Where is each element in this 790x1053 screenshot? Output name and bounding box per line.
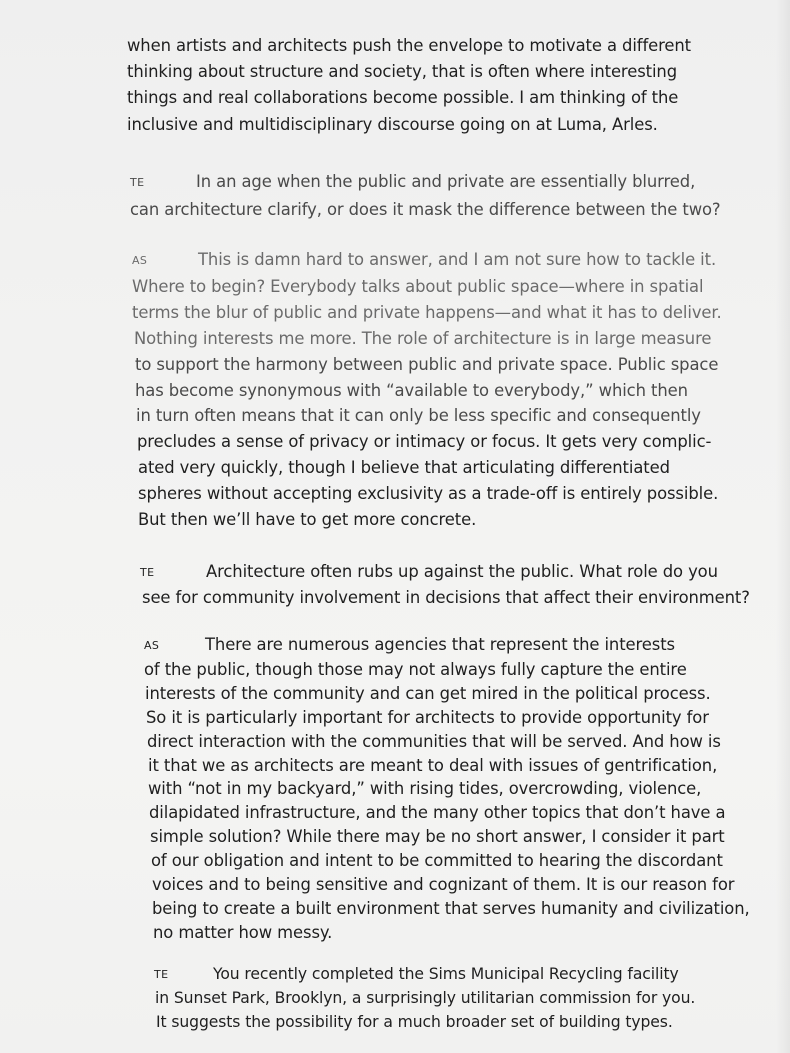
speaker-label: TE: [154, 968, 169, 981]
text-line: of the public, though those may not always fully capture the entire: [144, 659, 687, 679]
page-edge-shadow: [776, 0, 790, 1053]
text-line: simple solution? While there may be no short answer, I consider it part: [150, 827, 725, 847]
text-line: to support the harmony between public and private space. Public space: [135, 354, 719, 374]
text-line: of our obligation and intent to be committed to hearing the discordant: [151, 851, 723, 871]
text-line: Where to begin? Everybody talks about public space—where in spatial: [132, 276, 704, 296]
text-line: see for community involvement in decisions that affect their environment?: [142, 587, 750, 607]
text-line: it that we as architects are meant to deal with issues of gentrification,: [148, 755, 718, 775]
paragraph-question: [154, 963, 774, 1034]
text-line: thinking about structure and society, that is often where interesting: [127, 62, 678, 82]
text-line: has become synonymous with “available to everybody,” which then: [135, 380, 688, 400]
text-line: Nothing interests me more. The role of architecture is in large measure: [134, 328, 712, 348]
text-line: ated very quickly, though I believe that articulating differentiated: [138, 458, 670, 478]
text-line: AS There are numerous agencies that represent the interests: [144, 633, 764, 658]
speaker-label: TE: [140, 566, 155, 579]
text-line: can architecture clarify, or does it mask the difference between the two?: [130, 200, 721, 219]
text-line: AS This is damn hard to answer, and I am not sure how to tackle it.: [132, 247, 752, 274]
text-line: TE You recently completed the Sims Municipal Recycling facility: [154, 963, 774, 987]
text-line: direct interaction with the communities that will be served. And how is: [147, 731, 721, 751]
text-line: interests of the community and can get mired in the political process.: [145, 683, 711, 703]
speaker-label: TE: [130, 176, 145, 189]
text-line: dilapidated infrastructure, and the many other topics that don’t have a: [149, 803, 726, 823]
text-line: But then we’ll have to get more concrete.: [138, 510, 477, 530]
paragraph-question: [140, 560, 760, 610]
text-line: spheres without accepting exclusivity as a trade-off is entirely possible.: [138, 484, 719, 504]
paragraph-answer: [132, 247, 752, 533]
paragraph-answer: [144, 633, 764, 945]
text-line: in Sunset Park, Brooklyn, a surprisingly utilitarian commission for you.: [155, 988, 696, 1007]
text-line: with “not in my backyard,” with rising tides, overcrowding, violence,: [148, 779, 702, 799]
speaker-label: AS: [144, 639, 160, 652]
text-line: voices and to being sensitive and cognizant of them. It is our reason for: [152, 875, 735, 895]
text-line: It suggests the possibility for a much broader set of building types.: [156, 1012, 673, 1031]
text-line: when artists and architects push the envelope to motivate a different: [127, 36, 691, 55]
text-line: no matter how messy.: [153, 922, 333, 942]
text-line: terms the blur of public and private happens—and what it has to deliver.: [132, 302, 722, 322]
paragraph-question: [130, 168, 750, 223]
text-line: in turn often means that it can only be less specific and consequently: [136, 406, 701, 426]
text-line: things and real collaborations become possible. I am thinking of the: [127, 88, 679, 108]
text-line: So it is particularly important for architects to provide opportunity for: [146, 707, 709, 727]
text-line: precludes a sense of privacy or intimacy or focus. It gets very complic-: [137, 432, 712, 452]
text-line: inclusive and multidisciplinary discourse going on at Luma, Arles.: [127, 114, 658, 134]
paragraph-continuation: [127, 33, 747, 138]
text-line: being to create a built environment that serves humanity and civilization,: [152, 898, 750, 918]
speaker-label: AS: [132, 254, 148, 267]
text-line: TE Architecture often rubs up against the public. What role do you: [140, 560, 760, 586]
text-line: TE In an age when the public and private are essentially blurred,: [130, 168, 750, 196]
